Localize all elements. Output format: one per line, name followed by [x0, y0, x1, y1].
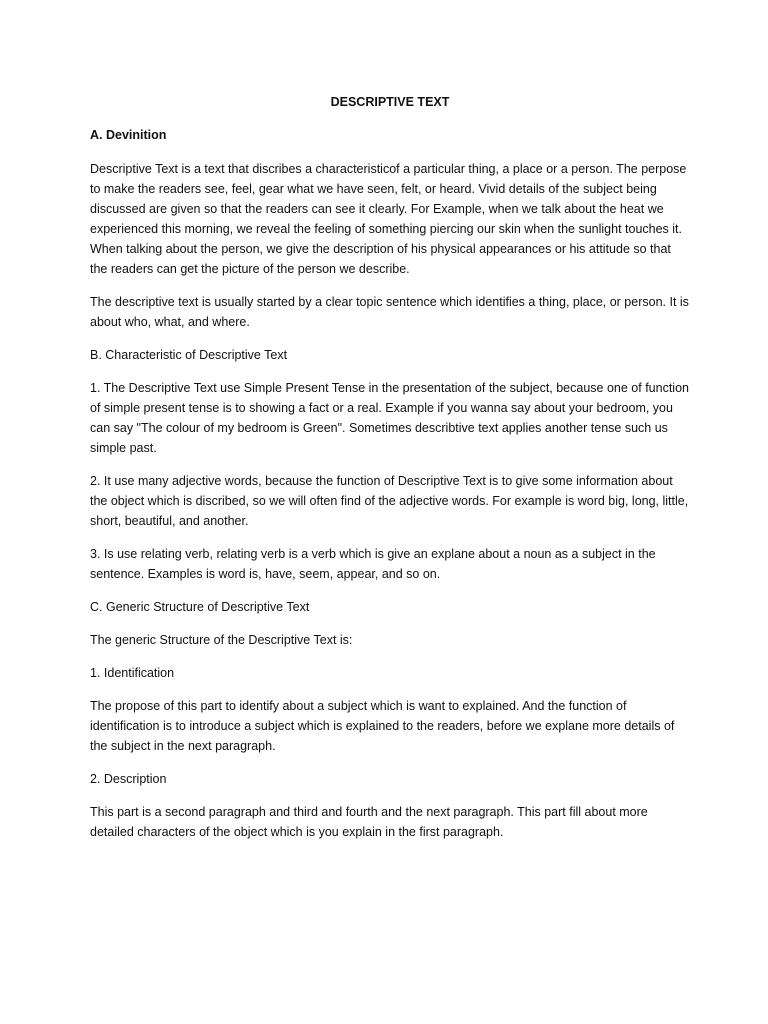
- document-title: DESCRIPTIVE TEXT: [330, 95, 450, 109]
- section-c-heading: C. Generic Structure of Descriptive Text: [90, 600, 310, 614]
- paragraph-generic-structure: The generic Structure of the Descriptive Text is:: [90, 633, 353, 647]
- paragraph-description: This part is a second paragraph and third and fourth and the next paragraph. This part fill about more detailed characters of the object which is you explain in the first paragraph.: [90, 805, 648, 839]
- description-heading: 2. Description: [90, 772, 167, 786]
- paragraph-definition-2: The descriptive text is usually started by a clear topic sentence which identifies a thing, place, or person. It is about who, what, and where.: [90, 295, 689, 329]
- paragraph-definition-1: Descriptive Text is a text that discribes a characteristicof a particular thing, a place or a person. The perpose to make the readers see, feel, gear what we have seen, felt, or heard. Vivid details of the subject being discussed are given so that the readers can see it clearly. For Example, when we talk about the heat we experienced this morning, we reveal the feeling of something piercing our skin when the sunlight touches it. When talking about the person, we give the description of his physical appearances or his attitude so that the readers can get the picture of the person we describe.: [90, 162, 687, 276]
- paragraph-characteristic-2: 2. It use many adjective words, because the function of Descriptive Text is to give some information about the object which is discribed, so we will often find of the adjective words. For example is word big, long, little, short, beautiful, and another.: [90, 474, 689, 528]
- document-page: [90, 93, 690, 855]
- identification-heading: 1. Identification: [90, 666, 175, 680]
- section-b-heading: B. Characteristic of Descriptive Text: [90, 348, 288, 362]
- section-a-heading: A. Devinition: [90, 128, 167, 142]
- paragraph-characteristic-1: 1. The Descriptive Text use Simple Present Tense in the presentation of the subject, because one of function of simple present tense is to showing a fact or a real. Example if you wanna say about your bedroom, you can say "The colour of my bedroom is Green". Sometimes describtive text applies another tense such us simple past.: [90, 381, 689, 455]
- paragraph-identification: The propose of this part to identify about a subject which is want to explained. And the function of identification is to introduce a subject which is explained to the readers, before we explane more details of the subject in the next paragraph.: [90, 699, 675, 753]
- paragraph-characteristic-3: 3. Is use relating verb, relating verb is a verb which is give an explane about a noun as a subject in the sentence. Examples is word is, have, seem, appear, and so on.: [90, 547, 656, 581]
